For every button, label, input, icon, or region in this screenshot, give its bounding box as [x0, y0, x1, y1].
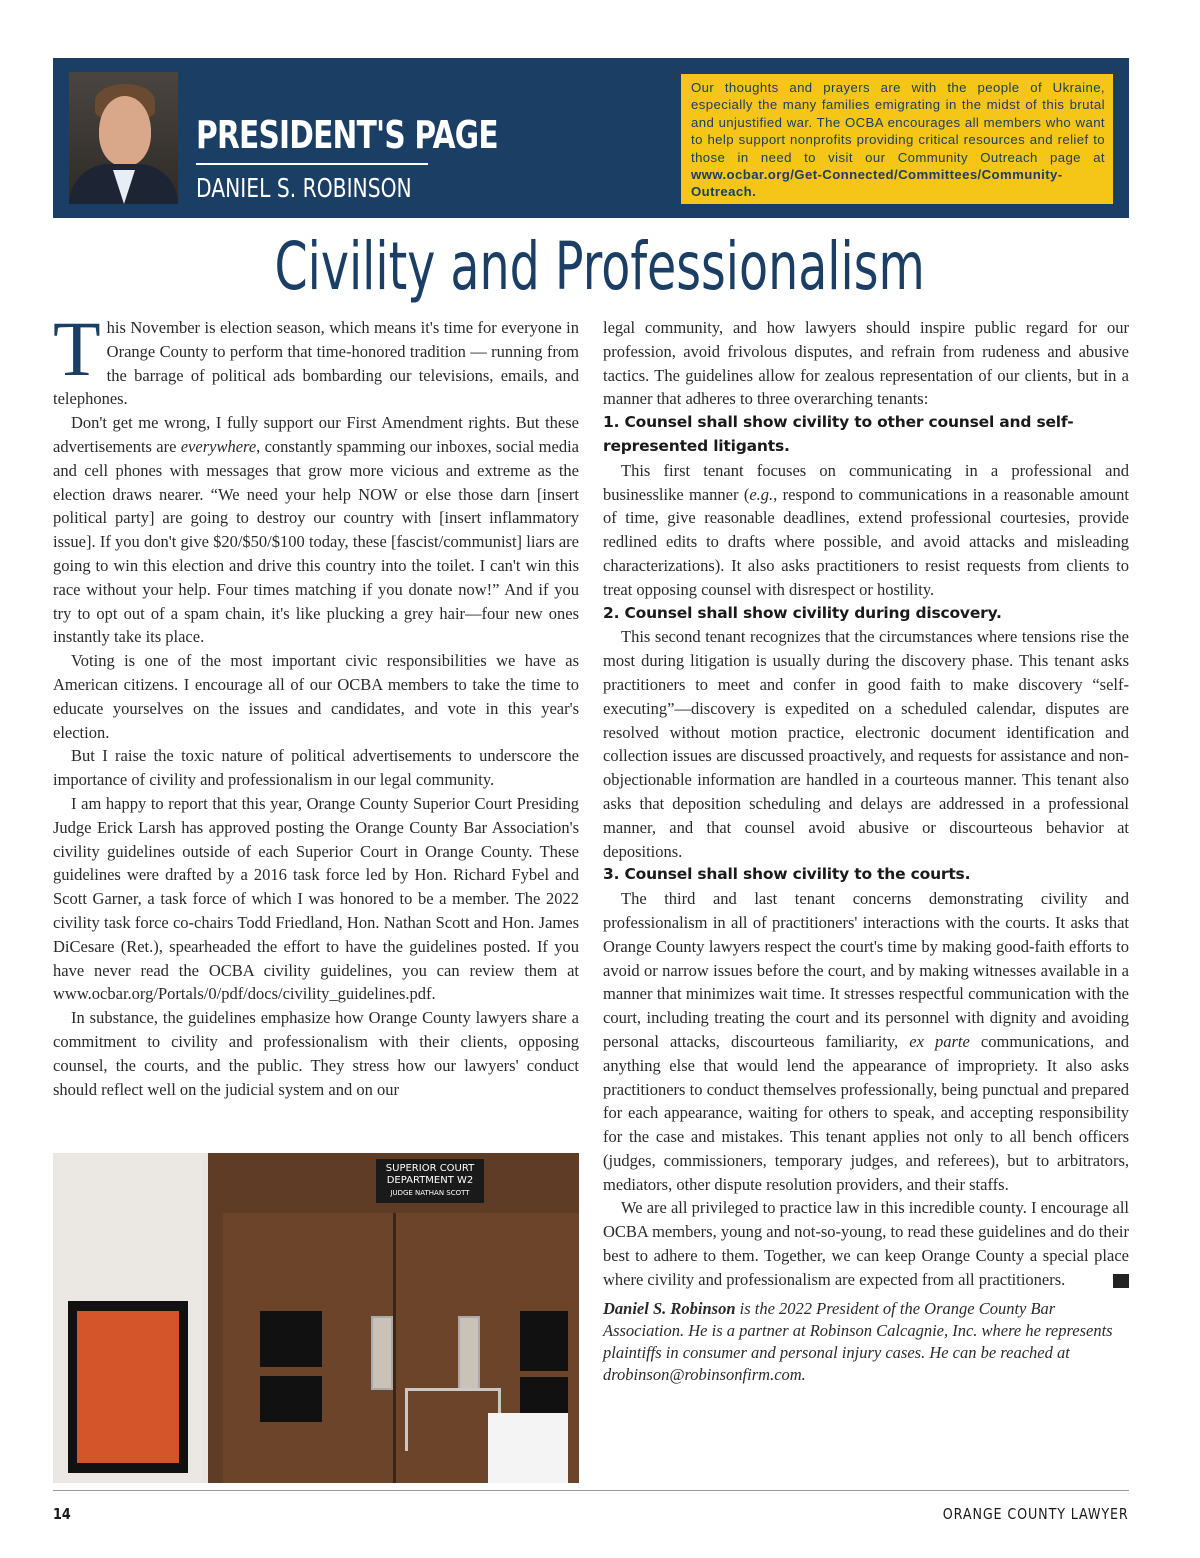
end-mark-icon — [1113, 1274, 1129, 1288]
paragraph: This second tenant recognizes that the circumstances where tensions rise the most during litigation is usually during the discovery phase. This tenant asks practitioners to meet and confer in good faith to make discovery “self-executing”—discovery is expedited on a scheduled calendar, disputes are resolved without motion practice, electronic document identification and collection issues are discussed proactively, and requests for assistance and non-objectionable information are handled in a courteous manner. This tenant also asks that deposition scheduling and delays are addressed in a professional manner, and that counsel avoid abusive or discourteous behavior at depositions. — [603, 627, 1129, 861]
ukraine-notice — [681, 74, 1113, 204]
subheading-2: 2. Counsel shall show civility during discovery. — [603, 603, 1002, 622]
header-banner — [53, 58, 1129, 218]
title-rule — [196, 163, 428, 165]
paragraph: I am happy to report that this year, Orange County Superior Court Presiding Judge Erick Larsh has approved posting the Orange County Bar Association's civility guidelines outside of each Superior Court in Orange County. These guidelines were drafted by a 2016 task force led by Hon. Richard Fybel and Scott Garner, a task force of which I was honored to be a member. The 2022 civility task force co-chairs Todd Friedland, Hon. Nathan Scott and Hon. James DiCesare (Ret.), spearheaded the effort to have the guidelines posted. If you have never read the OCBA civility guidelines, you can review them at www.ocbar.org/Portals/0/pdf/docs/civility_guidelines.pdf. — [53, 793, 579, 1004]
author-name: DANIEL S. ROBINSON — [196, 174, 412, 204]
section-title: PRESIDENT'S PAGE — [196, 113, 498, 157]
page-number: 14 — [53, 1505, 71, 1523]
notice-link[interactable]: www.ocbar.org/Get-Connected/Committees/Community-Outreach. — [691, 167, 1063, 200]
paragraph: In substance, the guidelines emphasize how Orange County lawyers share a commitment to civility and professionalism with their clients, opposing counsel, the courts, and the public. They stress how our lawyers' conduct should reflect well on the judicial system and on our — [53, 1008, 579, 1099]
courtroom-door-photo — [53, 1153, 579, 1483]
paragraph: But I raise the toxic nature of political advertisements to underscore the importance of civility and professionalism in our legal community. — [53, 746, 579, 790]
publication-name: ORANGE COUNTY LAWYER — [943, 1505, 1129, 1523]
paragraph: legal community, and how lawyers should inspire public regard for our profession, avoid frivolous disputes, and refrain from rudeness and abusive tactics. The guidelines allow for zealous representation of our clients, but in a manner that adheres to three overarching tenants: — [603, 318, 1129, 409]
subheading-1: 1. Counsel shall show civility to other counsel and self-represented litigants. — [603, 413, 1074, 455]
paragraph: We are all privileged to practice law in this incredible county. I encourage all OCBA members, young and not-so-young, to read these guidelines and do their best to adhere to them. Together, we can keep Orange County a special place where civility and professionalism are expected from all practitioners. — [603, 1198, 1129, 1289]
article-column-left — [53, 305, 579, 1101]
paragraph: The third and last tenant concerns demonstrating civility and professionalism in all of practitioners' interactions with the courts. It asks that Orange County lawyers respect the court's time by making good-faith efforts to avoid or narrow issues before the court, and by making witnesses available in a manner that minimizes wait time. It stresses respectful communication with the court, including treating the court and its personnel with dignity and avoiding personal attacks, discourteous familiarity, ex parte communications, and anything else that would lend the appearance of impropriety. It also asks practitioners to conduct themselves professionally, being punctual and prepared for each appearance, waiting for others to speak, and accepting responsibility for the case and mistakes. This tenant applies not only to all bench officers (judges, commissioners, temporary judges, and referees), but to arbitrators, mediators, other dispute resolution providers, and their staffs. — [603, 889, 1130, 1194]
author-portrait — [69, 72, 178, 204]
paragraph: Voting is one of the most important civic responsibilities we have as American citizens. I encourage all of our OCBA members to take the time to educate yourselves on the issues and candidates, and vote in this year's election. — [53, 651, 579, 742]
subheading-3: 3. Counsel shall show civility to the courts. — [603, 865, 971, 884]
paragraph: Don't get me wrong, I fully support our First Amendment rights. But these advertisements are everywhere, constantly spamming our inboxes, social media and cell phones with messages that grow more vicious and extreme as the election draws nearer. “We need your help NOW or else those darn [insert political party] are going to destroy our country with [insert inflammatory issue]. If you don't give $20/$50/$100 today, these [fascist/communist] liars are going to win this election and drive this country into the toilet. I can't win this race without your help. Four times matching if you donate now!” And if you try to opt out of a spam chain, it's like plucking a grey hair—four new ones instantly take its place. — [53, 413, 579, 647]
footer-rule — [53, 1490, 1129, 1491]
author-bio: Daniel S. Robinson is the 2022 President of the Orange County Bar Association. He is a partner at Robinson Calcagnie, Inc. where he represents plaintiffs in consumer and personal injury cases. He can be reached at drobinson@robinsonfirm.com. — [603, 1298, 1113, 1384]
article-column-right — [603, 316, 1129, 1386]
notice-text: Our thoughts and prayers are with the people of Ukraine, especially the many families emigrating in the midst of this brutal and unjustified war. The OCBA encourages all members who want to help support nonprofits providing critical resources and relief to those in need to visit our Community Outreach page at — [691, 80, 1105, 165]
department-sign: SUPERIOR COURT DEPARTMENT W2 JUDGE NATHAN SCOTT — [376, 1159, 484, 1203]
civility-guidelines-poster — [77, 1311, 179, 1463]
paragraph: This November is election season, which means it's time for everyone in Orange County to perform that time-honored tradition — running from the barrage of political ads bombarding our televisions, emails, and telephones. — [53, 305, 579, 409]
article-title: Civility and Professionalism — [274, 228, 926, 305]
paragraph: This first tenant focuses on communicating in a professional and businesslike manner (e.g., respond to communications in a reasonable amount of time, give reasonable deadlines, extend professional courtesies, provide redlined edits to drafts where possible, and avoid attacks and misleading characterizations). It also asks practitioners to resist requests from clients to treat opposing counsel with disrespect or hostility. — [603, 460, 1129, 599]
dropcap: T — [53, 305, 101, 392]
